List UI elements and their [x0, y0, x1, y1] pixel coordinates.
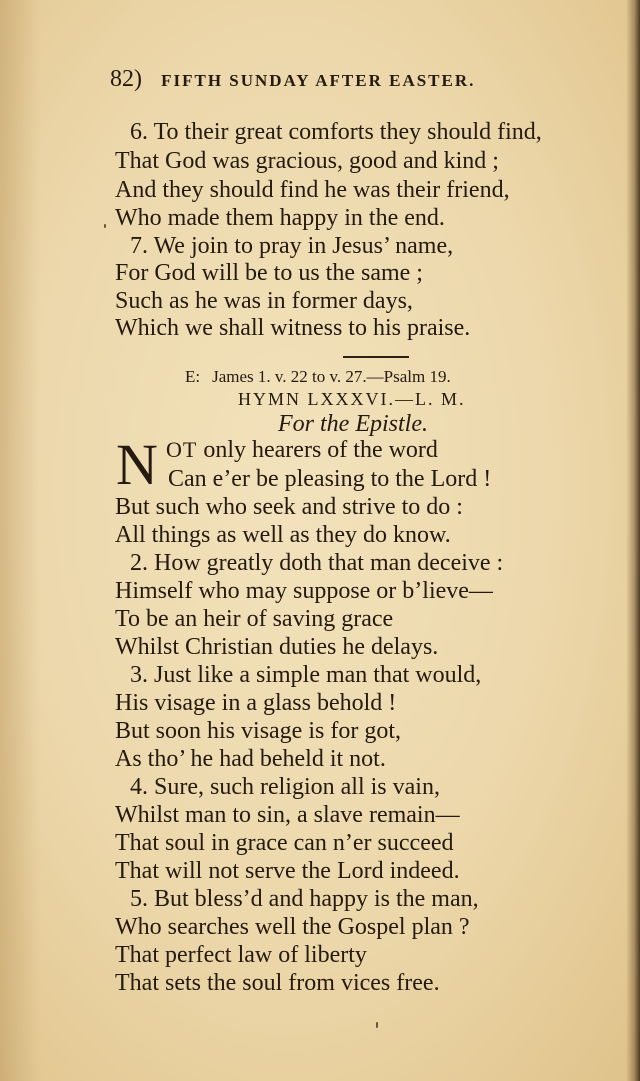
- page-number: 82): [110, 66, 142, 92]
- verse-line-first: [166, 436, 438, 464]
- verse-line: That perfect law of liberty: [115, 942, 367, 968]
- verse-line: 4. Sure, such religion all is vain,: [130, 774, 440, 800]
- verse-line: 3. Just like a simple man that would,: [130, 662, 482, 688]
- page-header: [110, 66, 475, 93]
- verse-line: For God will be to us the same ;: [115, 260, 423, 286]
- verse-line: Can e’er be pleasing to the Lord !: [168, 466, 492, 492]
- drop-cap: N: [116, 432, 158, 497]
- page-edge-shadow: [626, 0, 640, 1081]
- running-head: FIFTH SUNDAY AFTER EASTER.: [161, 71, 476, 90]
- first-word-caps: OT: [166, 437, 198, 462]
- verse-line: Which we shall witness to his praise.: [115, 315, 471, 341]
- verse-line: Who searches well the Gospel plan ?: [115, 914, 470, 940]
- page-gutter-shade: [0, 0, 40, 1081]
- verse-line: As tho’ he had beheld it not.: [115, 746, 386, 772]
- first-line-text: only hearers of the word: [197, 437, 438, 463]
- verse-line: Whilst Christian duties he delays.: [115, 634, 439, 660]
- verse-line: That will not serve the Lord indeed.: [115, 858, 460, 884]
- verse-line: 6. To their great comforts they should find,: [130, 119, 542, 145]
- verse-line: 2. How greatly doth that man deceive :: [130, 550, 504, 576]
- verse-line: His visage in a glass behold !: [115, 690, 397, 716]
- verse-line: All things as well as they do know.: [115, 522, 451, 548]
- verse-line: 5. But bless’d and happy is the man,: [130, 886, 479, 912]
- verse-line: But soon his visage is for got,: [115, 718, 401, 744]
- verse-line: But such who seek and strive to do :: [115, 494, 463, 520]
- verse-line: Such as he was in former days,: [115, 288, 413, 314]
- hymn-subtitle: For the Epistle.: [278, 411, 428, 437]
- verse-line: To be an heir of saving grace: [115, 606, 394, 632]
- verse-line: Whilst man to sin, a slave remain—: [115, 802, 460, 828]
- reading-label: E:: [185, 367, 201, 386]
- paper-speck: [376, 1022, 378, 1028]
- scripture-reading: [185, 367, 451, 387]
- verse-line: That God was gracious, good and kind ;: [115, 148, 499, 174]
- reading-reference: James 1. v. 22 to v. 27.—Psalm 19.: [212, 367, 451, 386]
- verse-line: That soul in grace can n’er succeed: [115, 830, 454, 856]
- paper-speck: [104, 224, 106, 228]
- section-divider: [343, 356, 409, 358]
- verse-line: 7. We join to pray in Jesus’ name,: [130, 233, 454, 259]
- verse-line: Who made them happy in the end.: [115, 205, 445, 231]
- hymn-title: HYMN LXXXVI.—L. M.: [238, 389, 466, 409]
- verse-line: Himself who may suppose or b’lieve—: [115, 578, 493, 604]
- verse-line: That sets the soul from vices free.: [115, 970, 440, 996]
- verse-line: And they should find he was their friend,: [115, 177, 510, 203]
